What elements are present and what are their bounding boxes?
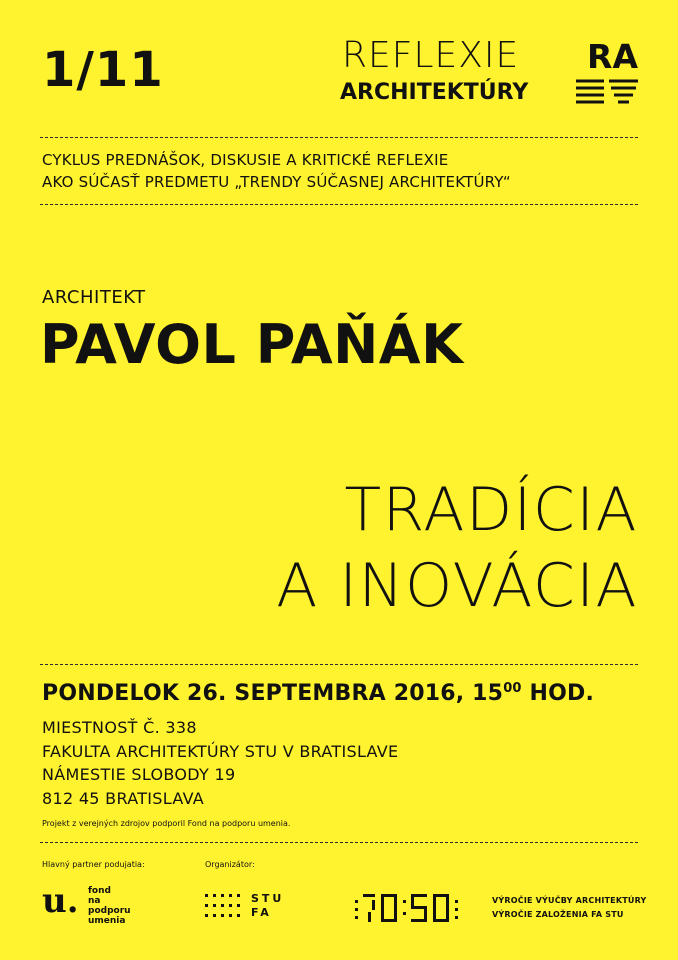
event-room: MIESTNOSŤ Č. 338 [42, 718, 197, 737]
anniversary-line-2: VÝROČIE ZALOŽENIA FA STU [492, 910, 624, 919]
speaker-role: ARCHITEKT [42, 287, 146, 308]
topic-line-1: TRADÍCIA [344, 475, 638, 545]
fond-na-podporu-umenia-logo [42, 878, 142, 928]
cycle-line-1: CYKLUS PREDNÁŠOK, DISKUSIE A KRITICKÉ REFLEXIE [42, 151, 449, 169]
fond-logo-line-2: na podporu [88, 896, 131, 916]
funding-note: Projekt z verejných zdrojov podporil Fond na podporu umenia. [42, 819, 291, 828]
divider [40, 204, 638, 205]
event-date [42, 681, 594, 706]
70-50-anniversary-logo [355, 892, 475, 928]
reflexie-architektury-logo [338, 35, 638, 108]
fond-logo-text [88, 886, 142, 926]
event-date-main: PONDELOK 26. SEPTEMBRA 2016, 15 [42, 681, 504, 706]
divider [40, 137, 638, 138]
anniversary-text [492, 894, 647, 922]
fond-logo-line-3: umenia [88, 916, 126, 926]
divider [40, 842, 638, 843]
event-street: NÁMESTIE SLOBODY 19 [42, 765, 236, 784]
event-date-suffix: HOD. [521, 681, 595, 706]
fond-logo-line-1: fond [88, 886, 111, 896]
event-date-minutes: 00 [503, 681, 522, 696]
divider [40, 664, 638, 665]
fond-logo-letter: u. [42, 881, 79, 921]
speaker-name: PAVOL PAŇÁK [40, 313, 464, 376]
brand-mark-bv [576, 76, 638, 106]
cycle-line-2: AKO SÚČASŤ PREDMETU „TRENDY SÚČASNEJ ARCHITEKTÚRY“ [42, 173, 511, 191]
organizer-label: Organizátor: [205, 860, 255, 869]
event-city: 812 45 BRATISLAVA [42, 789, 205, 808]
stu-dot-grid-icon [205, 892, 245, 920]
brand-mark-ra: RA [587, 37, 638, 76]
anniversary-line-1: VÝROČIE VÝUČBY ARCHITEKTÚRY [492, 896, 647, 905]
fa-logo-text: FA [251, 906, 272, 919]
brand-line-1: REFLEXIE [342, 35, 520, 76]
topic-line-2: A INOVÁCIA [276, 551, 638, 621]
brand-line-2: ARCHITEKTÚRY [340, 80, 529, 105]
partner-label: Hlavný partner podujatia: [42, 860, 145, 869]
lecture-number: 1/11 [42, 42, 164, 98]
stu-logo-text: STU [251, 892, 285, 905]
stu-fa-logo [205, 892, 305, 928]
event-faculty: FAKULTA ARCHITEKTÚRY STU V BRATISLAVE [42, 742, 399, 761]
